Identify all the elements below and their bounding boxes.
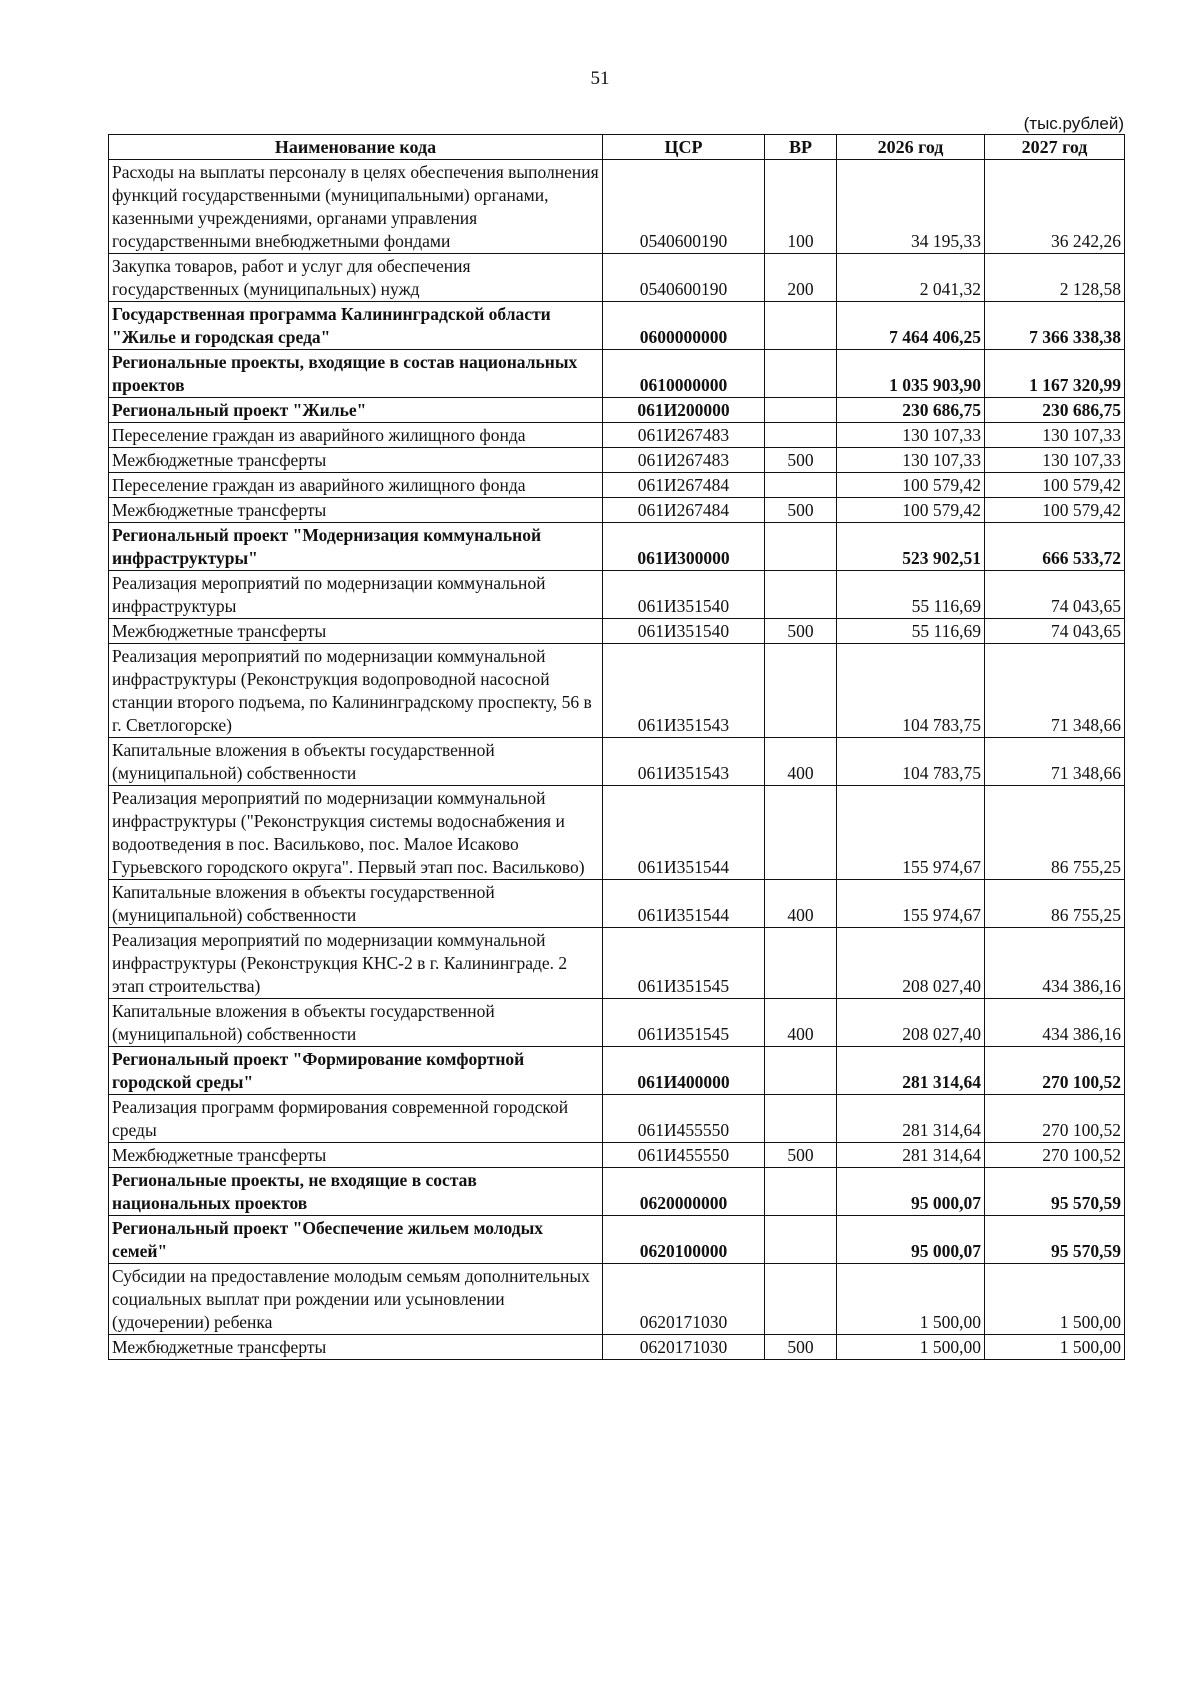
cell-2026: 208 027,40: [837, 999, 985, 1047]
cell-2026: 100 579,42: [837, 473, 985, 498]
cell-2026: 100 579,42: [837, 498, 985, 523]
table-row: [109, 571, 1125, 619]
header-vr: ВР: [765, 135, 837, 160]
cell-2027: 86 755,25: [985, 880, 1125, 928]
cell-2026: 7 464 406,25: [837, 302, 985, 350]
table-row: [109, 498, 1125, 523]
cell-csr: 061И300000: [603, 523, 765, 571]
cell-vr: [765, 1168, 837, 1216]
cell-2027: 74 043,65: [985, 571, 1125, 619]
cell-csr: 061И455550: [603, 1095, 765, 1143]
cell-csr: 061И267483: [603, 423, 765, 448]
cell-csr: 0620100000: [603, 1216, 765, 1264]
cell-csr: 061И267484: [603, 473, 765, 498]
cell-vr: [765, 571, 837, 619]
cell-csr: 0620000000: [603, 1168, 765, 1216]
cell-csr: 0610000000: [603, 350, 765, 398]
cell-csr: 0620171030: [603, 1264, 765, 1335]
cell-vr: 500: [765, 619, 837, 644]
cell-vr: [765, 1095, 837, 1143]
cell-name: Межбюджетные трансферты: [109, 1335, 603, 1360]
cell-name: Региональный проект "Модернизация коммунальной инфраструктуры": [109, 523, 603, 571]
table-row: [109, 350, 1125, 398]
table-row: [109, 880, 1125, 928]
header-name: Наименование кода: [109, 135, 603, 160]
cell-vr: [765, 423, 837, 448]
cell-name: Межбюджетные трансферты: [109, 1143, 603, 1168]
cell-2026: 155 974,67: [837, 880, 985, 928]
header-2026: 2026 год: [837, 135, 985, 160]
cell-2026: 208 027,40: [837, 928, 985, 999]
cell-2027: 230 686,75: [985, 398, 1125, 423]
cell-2026: 523 902,51: [837, 523, 985, 571]
cell-name: Региональный проект "Обеспечение жильем молодых семей": [109, 1216, 603, 1264]
table-row: [109, 448, 1125, 473]
cell-vr: [765, 1264, 837, 1335]
cell-name: Капитальные вложения в объекты государственной (муниципальной) собственности: [109, 999, 603, 1047]
cell-csr: 0540600190: [603, 254, 765, 302]
cell-vr: [765, 302, 837, 350]
cell-vr: 500: [765, 1143, 837, 1168]
cell-name: Государственная программа Калининградской области "Жилье и городская среда": [109, 302, 603, 350]
cell-2026: 55 116,69: [837, 619, 985, 644]
cell-2027: 1 500,00: [985, 1335, 1125, 1360]
table-row: [109, 1335, 1125, 1360]
cell-2026: 155 974,67: [837, 786, 985, 880]
cell-csr: 0620171030: [603, 1335, 765, 1360]
cell-2027: 7 366 338,38: [985, 302, 1125, 350]
cell-2026: 95 000,07: [837, 1216, 985, 1264]
cell-vr: 100: [765, 160, 837, 254]
header-2027: 2027 год: [985, 135, 1125, 160]
cell-2027: 270 100,52: [985, 1047, 1125, 1095]
cell-vr: 400: [765, 999, 837, 1047]
cell-2027: 95 570,59: [985, 1168, 1125, 1216]
cell-name: Субсидии на предоставление молодым семьям дополнительных социальных выплат при рождении или усыновлении (удочерении) ребенка: [109, 1264, 603, 1335]
cell-name: Межбюджетные трансферты: [109, 619, 603, 644]
table-row: [109, 1264, 1125, 1335]
cell-name: Реализация мероприятий по модернизации коммунальной инфраструктуры (Реконструкция водопроводной насосной станции второго подъема, по Калининградскому проспекту, 56 в г. Светлогорске): [109, 644, 603, 738]
table-row: [109, 423, 1125, 448]
cell-csr: 061И351540: [603, 619, 765, 644]
table-row: [109, 1143, 1125, 1168]
cell-2027: 130 107,33: [985, 423, 1125, 448]
cell-csr: 061И200000: [603, 398, 765, 423]
cell-csr: 061И351544: [603, 880, 765, 928]
cell-2027: 270 100,52: [985, 1143, 1125, 1168]
cell-2026: 281 314,64: [837, 1143, 985, 1168]
cell-csr: 061И351543: [603, 644, 765, 738]
cell-2026: 1 500,00: [837, 1264, 985, 1335]
cell-2027: 95 570,59: [985, 1216, 1125, 1264]
cell-name: Реализация программ формирования современной городской среды: [109, 1095, 603, 1143]
cell-2027: 434 386,16: [985, 999, 1125, 1047]
cell-name: Региональный проект "Формирование комфортной городской среды": [109, 1047, 603, 1095]
table-row: [109, 1047, 1125, 1095]
table-row: [109, 1095, 1125, 1143]
cell-csr: 061И455550: [603, 1143, 765, 1168]
table-row: [109, 619, 1125, 644]
cell-csr: 061И351543: [603, 738, 765, 786]
cell-2027: 100 579,42: [985, 473, 1125, 498]
cell-2027: 86 755,25: [985, 786, 1125, 880]
cell-2027: 71 348,66: [985, 738, 1125, 786]
cell-name: Закупка товаров, работ и услуг для обеспечения государственных (муниципальных) нужд: [109, 254, 603, 302]
cell-vr: [765, 350, 837, 398]
cell-2026: 55 116,69: [837, 571, 985, 619]
cell-2026: 281 314,64: [837, 1095, 985, 1143]
cell-2027: 36 242,26: [985, 160, 1125, 254]
cell-vr: 400: [765, 738, 837, 786]
cell-name: Межбюджетные трансферты: [109, 498, 603, 523]
cell-2026: 1 035 903,90: [837, 350, 985, 398]
cell-2026: 104 783,75: [837, 738, 985, 786]
cell-name: Региональные проекты, входящие в состав национальных проектов: [109, 350, 603, 398]
cell-vr: [765, 644, 837, 738]
cell-csr: 061И267484: [603, 498, 765, 523]
cell-2027: 130 107,33: [985, 448, 1125, 473]
cell-vr: [765, 1216, 837, 1264]
cell-vr: 500: [765, 498, 837, 523]
cell-2026: 34 195,33: [837, 160, 985, 254]
cell-2027: 270 100,52: [985, 1095, 1125, 1143]
table-body: [109, 160, 1125, 1360]
table-row: [109, 302, 1125, 350]
cell-2026: 2 041,32: [837, 254, 985, 302]
cell-csr: 0600000000: [603, 302, 765, 350]
cell-2026: 130 107,33: [837, 448, 985, 473]
cell-vr: 500: [765, 1335, 837, 1360]
cell-vr: 500: [765, 448, 837, 473]
table-row: [109, 786, 1125, 880]
cell-vr: [765, 928, 837, 999]
cell-csr: 061И351544: [603, 786, 765, 880]
cell-2027: 74 043,65: [985, 619, 1125, 644]
cell-vr: [765, 473, 837, 498]
cell-csr: 061И267483: [603, 448, 765, 473]
table-row: [109, 1168, 1125, 1216]
cell-name: Региональный проект "Жилье": [109, 398, 603, 423]
cell-2027: 666 533,72: [985, 523, 1125, 571]
cell-2026: 1 500,00: [837, 1335, 985, 1360]
cell-csr: 0540600190: [603, 160, 765, 254]
cell-2027: 2 128,58: [985, 254, 1125, 302]
cell-csr: 061И400000: [603, 1047, 765, 1095]
cell-vr: [765, 398, 837, 423]
cell-name: Реализация мероприятий по модернизации коммунальной инфраструктуры (Реконструкция КНС-2 в г. Калининграде. 2 этап строительства): [109, 928, 603, 999]
cell-vr: [765, 1047, 837, 1095]
table-row: [109, 644, 1125, 738]
cell-name: Расходы на выплаты персоналу в целях обеспечения выполнения функций государственными (муниципальными) органами, казенными учреждениями, органами управления государственными внебюджетными фондами: [109, 160, 603, 254]
cell-name: Капитальные вложения в объекты государственной (муниципальной) собственности: [109, 738, 603, 786]
table-row: [109, 523, 1125, 571]
cell-2027: 1 500,00: [985, 1264, 1125, 1335]
cell-name: Межбюджетные трансферты: [109, 448, 603, 473]
table-row: [109, 398, 1125, 423]
table-row: [109, 1216, 1125, 1264]
cell-2027: 1 167 320,99: [985, 350, 1125, 398]
page-number: 51: [590, 68, 610, 89]
cell-csr: 061И351545: [603, 928, 765, 999]
cell-2027: 434 386,16: [985, 928, 1125, 999]
cell-vr: [765, 523, 837, 571]
table-header-row: [109, 135, 1125, 160]
cell-2026: 130 107,33: [837, 423, 985, 448]
cell-name: Переселение граждан из аварийного жилищного фонда: [109, 423, 603, 448]
cell-csr: 061И351540: [603, 571, 765, 619]
cell-name: Реализация мероприятий по модернизации коммунальной инфраструктуры: [109, 571, 603, 619]
table-row: [109, 160, 1125, 254]
cell-vr: [765, 786, 837, 880]
cell-2027: 71 348,66: [985, 644, 1125, 738]
cell-2026: 95 000,07: [837, 1168, 985, 1216]
header-csr: ЦСР: [603, 135, 765, 160]
cell-2026: 104 783,75: [837, 644, 985, 738]
cell-2027: 100 579,42: [985, 498, 1125, 523]
cell-vr: 400: [765, 880, 837, 928]
budget-table: [108, 134, 1125, 1360]
cell-csr: 061И351545: [603, 999, 765, 1047]
cell-2026: 281 314,64: [837, 1047, 985, 1095]
cell-name: Капитальные вложения в объекты государственной (муниципальной) собственности: [109, 880, 603, 928]
table-row: [109, 928, 1125, 999]
cell-name: Реализация мероприятий по модернизации коммунальной инфраструктуры ("Реконструкция системы водоснабжения и водоотведения в пос. Васильково, пос. Малое Исаково Гурьевского городского округа". Первый этап пос. Васильково): [109, 786, 603, 880]
table-row: [109, 738, 1125, 786]
cell-name: Региональные проекты, не входящие в состав национальных проектов: [109, 1168, 603, 1216]
cell-vr: 200: [765, 254, 837, 302]
table-row: [109, 254, 1125, 302]
units-label: (тыс.рублей): [1023, 114, 1124, 133]
table-row: [109, 473, 1125, 498]
cell-name: Переселение граждан из аварийного жилищного фонда: [109, 473, 603, 498]
table-row: [109, 999, 1125, 1047]
cell-2026: 230 686,75: [837, 398, 985, 423]
